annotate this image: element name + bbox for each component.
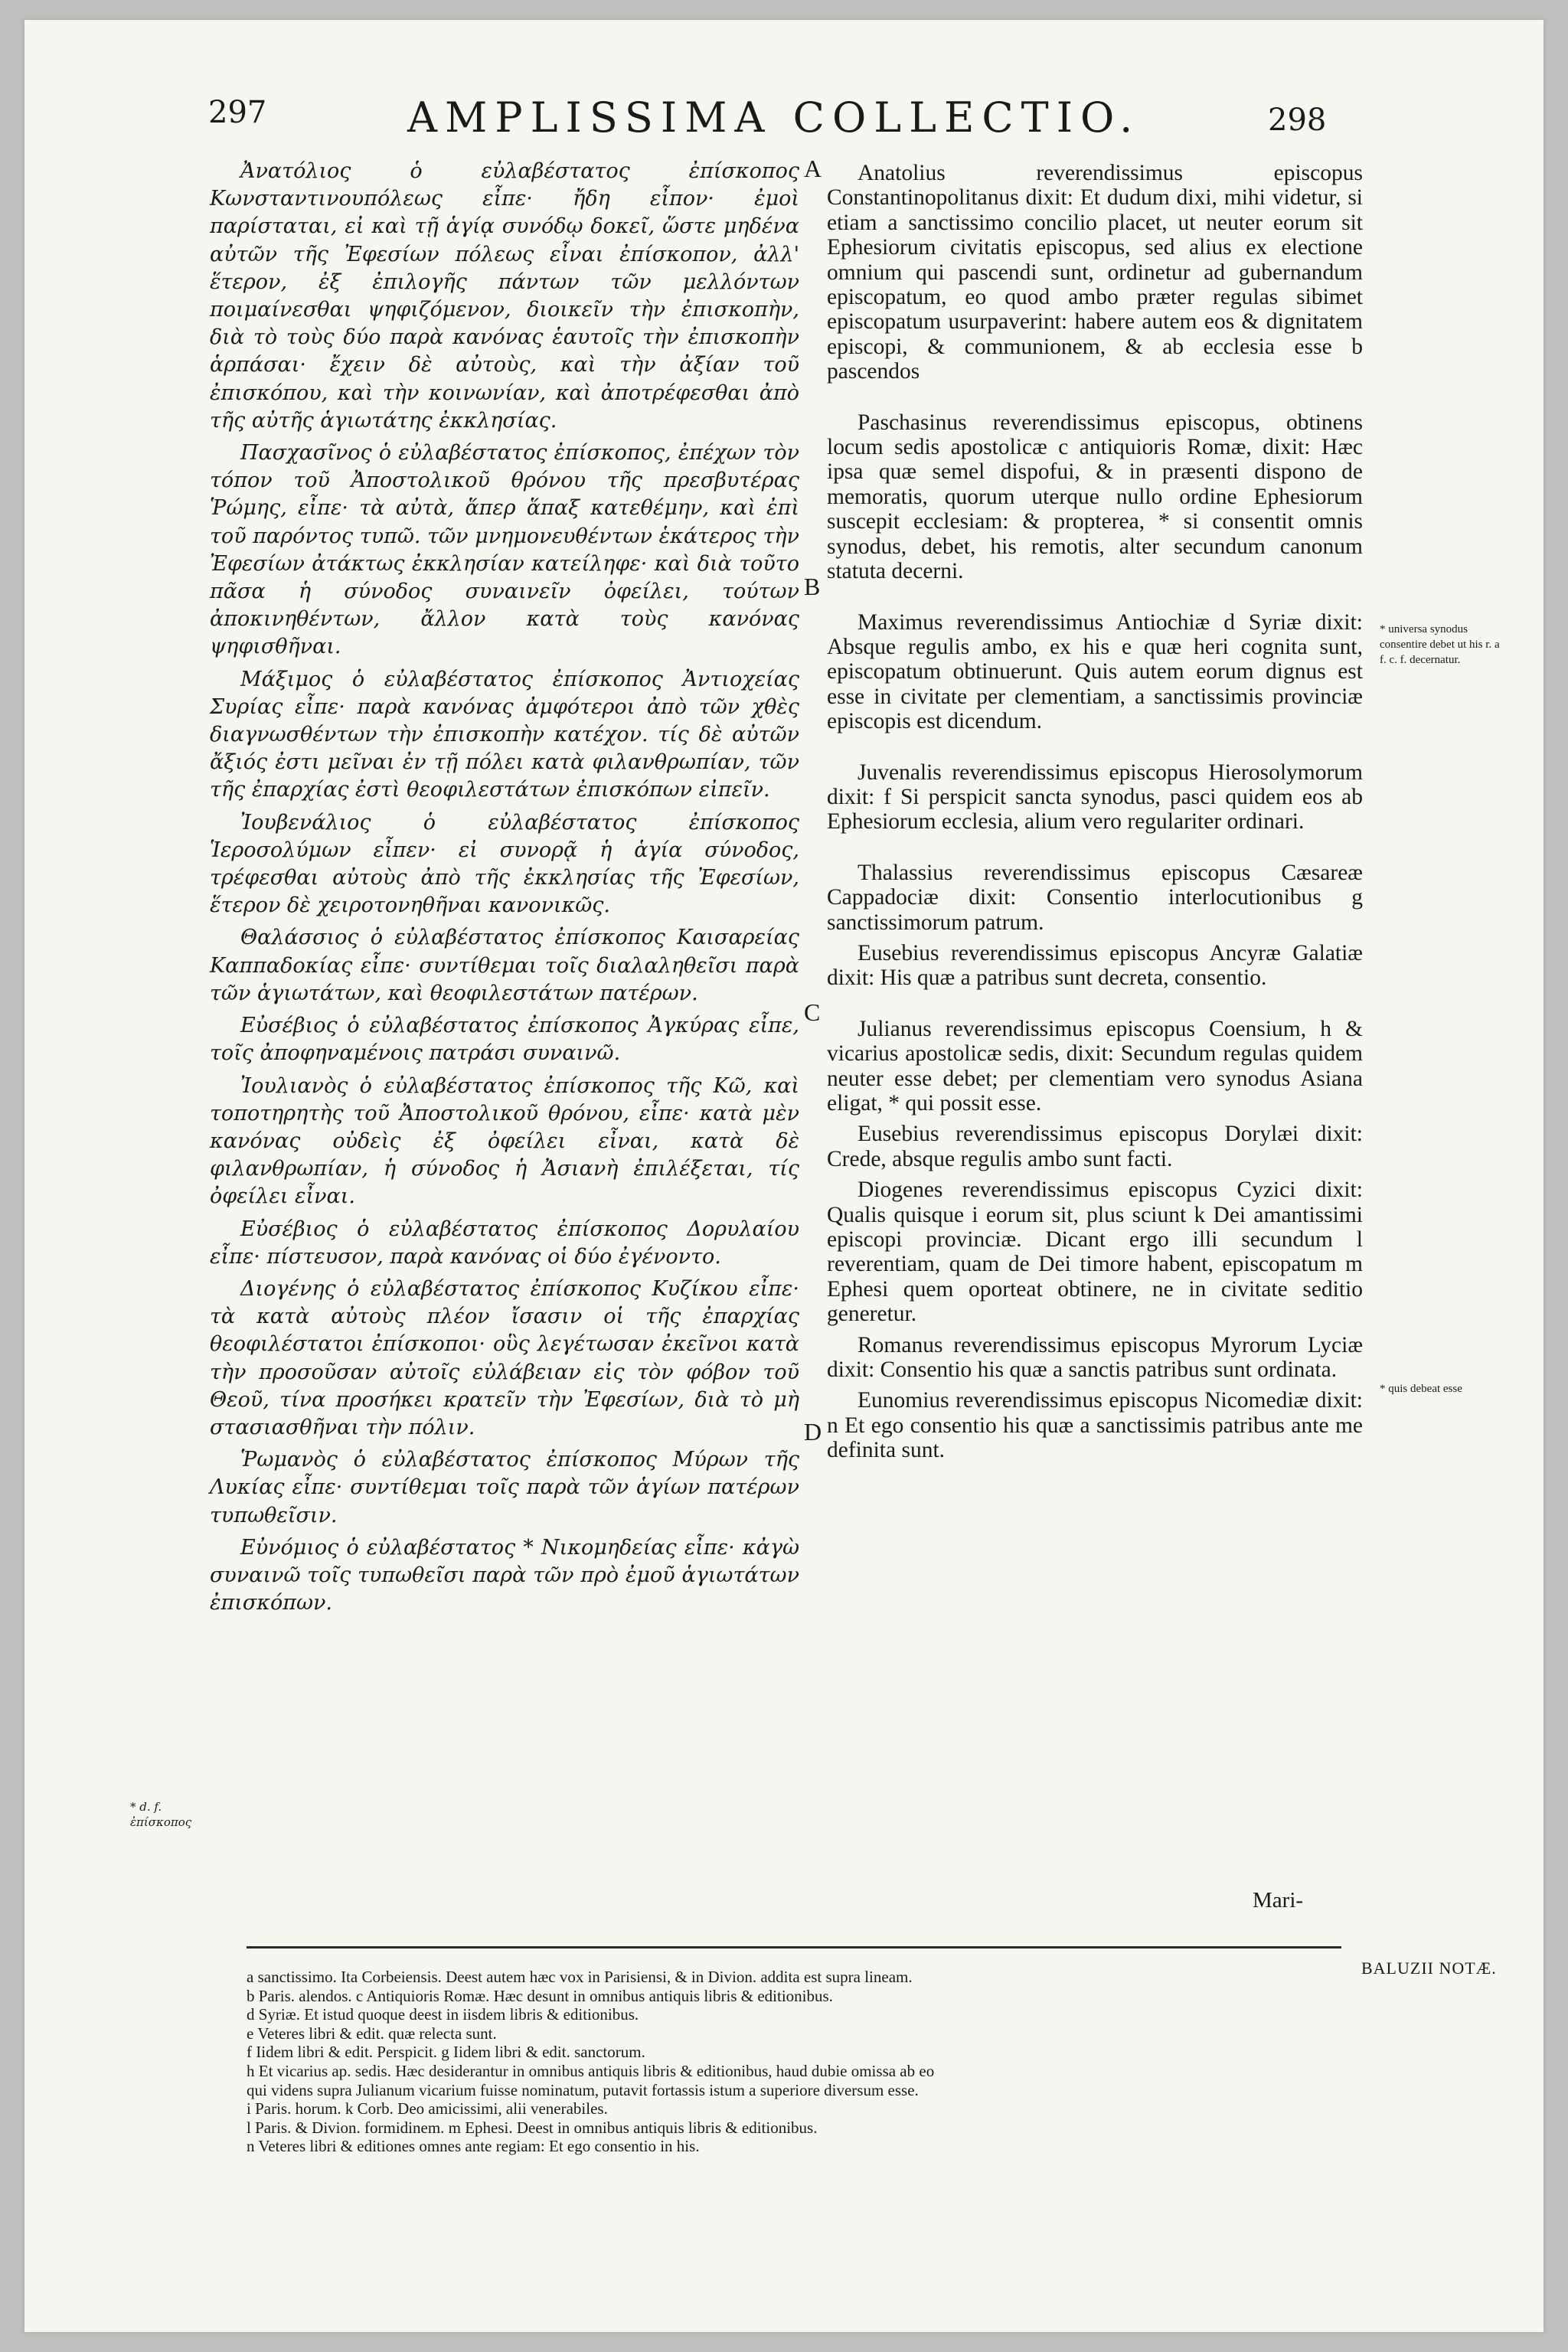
latin-paragraph: Eusebius reverendissimus episcopus Ancyræ Galatiæ dixit: His quæ a patribus sunt decreta, consentio. — [827, 940, 1363, 991]
catchword: Mari- — [1253, 1888, 1304, 1913]
margin-note-quis-debeat: * quis debeat esse — [1380, 1383, 1462, 1395]
latin-paragraph: Maximus reverendissimus Antiochiæ d Syriæ dixit: Absque regulis ambo, ex his e quæ heri cognita sunt, episcopatum obtinuerunt. Quis autem eorum dignus est esse in civitate per clementiam, a sanctissimis provinciæ episcopis est dicendum. — [827, 609, 1363, 734]
running-header — [24, 74, 1544, 142]
latin-paragraph: Diogenes reverendissimus episcopus Cyzici dixit: Qualis quisque i eorum sit, plus sciunt k Dei amantissimi episcopi provinciæ. Dicant ergo illi secundum l reverentiam, quam de Dei timore habent, episcopatum m Ephesi quem oporteat obtinere, ne in civitate seditio generetur. — [827, 1178, 1363, 1327]
margin-note-universa: * universa synodus consentire debet ut his r. a f. c. f. decernatur. — [1380, 623, 1500, 666]
greek-column — [210, 158, 799, 1622]
latin-paragraph: Eusebius reverendissimus episcopus Dorylæi dixit: Crede, absque regulis ambo sunt facti. — [827, 1122, 1363, 1171]
greek-paragraph: Ἀνατόλιος ὁ εὐλαβέστατος ἐπίσκοπος Κωνσταντινουπόλεως εἶπε· ἤδη εἶπον· ἐμοὶ παρίσταται, εἰ καὶ τῇ ἁγίᾳ συνόδῳ δοκεῖ, ὥστε μηδένα αὐτῶν τῆς Ἐφεσίων πόλεως εἶναι ἐπίσκοπον, ἀλλ' ἕτερον, ἐξ ἐπιλογῆς πάντων τῶν μελλόντων ποιμαίνεσθαι ψηφιζόμενον, διοικεῖν τὴν ἐπισκοπὴν, διὰ τὸ τοὺς δύο παρὰ κανόνας ἑαυτοῖς τὴν ἐπισκοπὴν ἁρπάσαι· ἔχειν δὲ αὐτοὺς, καὶ τὴν ἀξίαν τοῦ ἐπισκόπου, καὶ τὴν κοινωνίαν, καὶ ἀποτρέφεσθαι ἀπὸ τῆς αὐτῆς ἁγιωτάτης ἐκκλησίας. — [210, 159, 799, 433]
footnote: b Paris. alendos. c Antiquioris Romæ. Hæc desunt in omnibus antiquis libris & editionibus. — [247, 1986, 833, 2005]
margin-note-episcopos: * d. f. ἐπίσκοπος — [130, 1800, 192, 1829]
latin-paragraph: Thalassius reverendissimus episcopus Cæsareæ Cappadociæ dixit: Consentio interlocutionibus g sanctissimorum patrum. — [827, 860, 1363, 935]
running-title: AMPLISSIMA COLLECTIO. — [407, 93, 1141, 142]
latin-column — [827, 161, 1363, 1469]
latin-paragraph: Julianus reverendissimus episcopus Coensium, h & vicarius apostolicæ sedis, dixit: Secundum regulas quidem neuter esse debet; per clementiam vero synodus Asiana eligat, * qui possit esse. — [827, 1016, 1363, 1116]
document-page — [24, 20, 1544, 2332]
greek-paragraph: Ἰουβενάλιος ὁ εὐλαβέστατος ἐπίσκοπος Ἱεροσολύμων εἶπεν· εἰ συνορᾷ ἡ ἁγία σύνοδος, τρέφεσθαι αὐτοὺς ἀπὸ τῆς ἐκκλησίας τῆς Ἐφεσίων, ἕτερον δὲ χειροτονηθῆναι κανονικῶς. — [210, 810, 799, 918]
latin-paragraph: Juvenalis reverendissimus episcopus Hierosolymorum dixit: f Si perspicit sancta synodus, pasci quidem eos ab Ephesiorum ecclesia, alium vero regulariter ordinari. — [827, 760, 1363, 835]
footnote: e Veteres libri & edit. quæ relecta sunt. — [247, 2024, 497, 2043]
latin-paragraph: Romanus reverendissimus episcopus Myrorum Lyciæ dixit: Consentio his quæ a sanctis patribus sunt ordinata. — [827, 1332, 1363, 1383]
greek-paragraph: Διογένης ὁ εὐλαβέστατος ἐπίσκοπος Κυζίκου εἶπε· τὰ κατὰ αὐτοὺς πλέον ἴσασιν οἱ τῆς ἐπαρχίας θεοφιλέστατοι ἐπίσκοποι· οὓς λεγέτωσαν ἐκεῖνοι κατὰ τὴν προσοῦσαν αὐτοῖς εὐλάβειαν εἰς τὸν φόβον τοῦ Θεοῦ, τίνα προσήκει κρατεῖν τὴν Ἐφεσίων, διὰ τὸ μὴ στασιασθῆναι τὴν πόλιν. — [210, 1276, 799, 1439]
section-marker-d: D — [804, 1418, 822, 1446]
baluzii-notae-label: BALUZII NOTÆ. — [1361, 1958, 1497, 1978]
footnote: f Iidem libri & edit. Perspicit. g Iidem libri & edit. sanctorum. — [247, 2043, 645, 2062]
latin-paragraph: Anatolius reverendissimus episcopus Constantinopolitanus dixit: Et dudum dixi, mihi videtur, si etiam a sanctissimo concilio placet, ut neuter eorum sit Ephesiorum civitatis episcopus, sed alius ex electione omnium qui pascendi sunt, ordinetur ad gubernandum episcopatum, eo quod ambo præter regulas sibimet episcopatum usurpaverint: habere autem eos & dignitatem episcopi, & communionem, & ab ecclesia esse b pascendos — [827, 161, 1363, 384]
footnote: qui videns supra Julianum vicarium fuisse nominatum, putavit fortassis istum a superiore diversum esse. — [247, 2080, 919, 2099]
section-marker-c: C — [804, 998, 821, 1026]
greek-paragraph: Πασχασῖνος ὁ εὐλαβέστατος ἐπίσκοπος, ἐπέχων τὸν τόπον τοῦ Ἀποστολικοῦ θρόνου τῆς πρεσβυτέρας Ῥώμης, εἶπε· τὰ αὐτὰ, ἅπερ ἅπαξ κατεθέμην, καὶ ἐπὶ τοῦ παρόντος τυπῶ. τῶν μνημονευθέντων ἑκάτερος τὴν Ἐφεσίων ἀτάκτως ἐκκλησίαν κατείληφε· καὶ διὰ τοῦτο πᾶσα ἡ σύνοδος συναινεῖν ὀφείλει, τούτων ἀποκινηθέντων, ἄλλον κατὰ τοὺς κανόνας ψηφισθῆναι. — [210, 441, 799, 659]
footnote: a sanctissimo. Ita Corbeiensis. Deest autem hæc vox in Parisiensi, & in Divion. addita est supra lineam. — [247, 1968, 913, 1986]
footnote-divider — [247, 1946, 1341, 1949]
greek-paragraph: Μάξιμος ὁ εὐλαβέστατος ἐπίσκοπος Ἀντιοχείας Συρίας εἶπε· παρὰ κανόνας ἀμφότεροι ἀπὸ τῶν χθὲς διαγνωσθέντων τὴν ἐπισκοπὴν κατέχον. τίς δὲ αὐτῶν ἄξιός ἐστι μεῖναι ἐν τῇ πόλει κατὰ φιλανθρωπίαν, τῶν τῆς ἐπαρχίας ἐστὶ θεοφιλεστάτων ἐπισκόπων εἰπεῖν. — [210, 667, 799, 802]
footnote: i Paris. horum. k Corb. Deo amicissimi, alii venerabiles. — [247, 2099, 608, 2118]
greek-paragraph: Εὐσέβιος ὁ εὐλαβέστατος ἐπίσκοπος Δορυλαίου εἶπε· πίστευσον, παρὰ κανόνας οἱ δύο ἐγένοντο. — [210, 1217, 799, 1269]
footnote: n Veteres libri & editiones omnes ante regiam: Et ego consentio in his. — [247, 2137, 700, 2156]
greek-paragraph: Ἰουλιανὸς ὁ εὐλαβέστατος ἐπίσκοπος τῆς Κῶ, καὶ τοποτηρητὴς τοῦ Ἀποστολικοῦ θρόνου, εἶπε· κατὰ μὲν κανόνας οὐδεὶς ἐξ ὀφείλει εἶναι, κατὰ δὲ φιλανθρωπίαν, ἡ σύνοδος ἡ Ἀσιανὴ ἐπιλέξεται, τίς ὀφείλει εἶναι. — [210, 1073, 799, 1209]
footnotes — [247, 1968, 1349, 2156]
footnote: h Et vicarius ap. sedis. Hæc desiderantur in omnibus antiquis libris & editionibus, haud dubie omissa ab eo — [247, 2061, 935, 2080]
latin-paragraph: Paschasinus reverendissimus episcopus, obtinens locum sedis apostolicæ c antiquioris Romæ, dixit: Hæc ipsa quæ semel dispofui, & in præsenti dispono de memoratis, quorum uterque nullo ordine Ephesiorum suscepit ecclesiam: & propterea, * si consentit omnis synodus, debet, his remotis, alter secundum canonum statuta decerni. — [827, 410, 1363, 584]
greek-paragraph: Θαλάσσιος ὁ εὐλαβέστατος ἐπίσκοπος Καισαρείας Καππαδοκίας εἶπε· συντίθεμαι τοῖς διαλαληθεῖσι παρὰ τῶν ἁγιωτάτων, καὶ θεοφιλεστάτων πατέρων. — [210, 926, 799, 1005]
page-number-left: 297 — [208, 95, 267, 130]
latin-paragraph: Eunomius reverendissimus episcopus Nicomediæ dixit: n Et ego consentio his quæ a sanctissimis patribus ante me definita sunt. — [827, 1388, 1363, 1463]
section-marker-b: B — [804, 573, 821, 600]
footnote: l Paris. & Divion. formidinem. m Ephesi. Deest in omnibus antiquis libris & editionibus. — [247, 2118, 818, 2137]
page-number-right: 298 — [1268, 103, 1327, 138]
greek-paragraph: Ῥωμανὸς ὁ εὐλαβέστατος ἐπίσκοπος Μύρων τῆς Λυκίας εἶπε· συντίθεμαι τοῖς παρὰ τῶν ἁγίων πατέρων τυπωθεῖσιν. — [210, 1448, 799, 1527]
section-marker-a: A — [804, 155, 822, 182]
greek-paragraph: Εὐνόμιος ὁ εὐλαβέστατος * Νικομηδείας εἶπε· κἀγὼ συναινῶ τοῖς τυπωθεῖσι παρὰ τῶν πρὸ ἐμοῦ ἁγιωτάτων ἐπισκόπων. — [210, 1535, 799, 1615]
greek-paragraph: Εὐσέβιος ὁ εὐλαβέστατος ἐπίσκοπος Ἀγκύρας εἶπε, τοῖς ἀποφηναμένοις πατράσι συναινῶ. — [210, 1014, 799, 1066]
footnote: d Syriæ. Et istud quoque deest in iisdem libris & editionibus. — [247, 2005, 639, 2024]
